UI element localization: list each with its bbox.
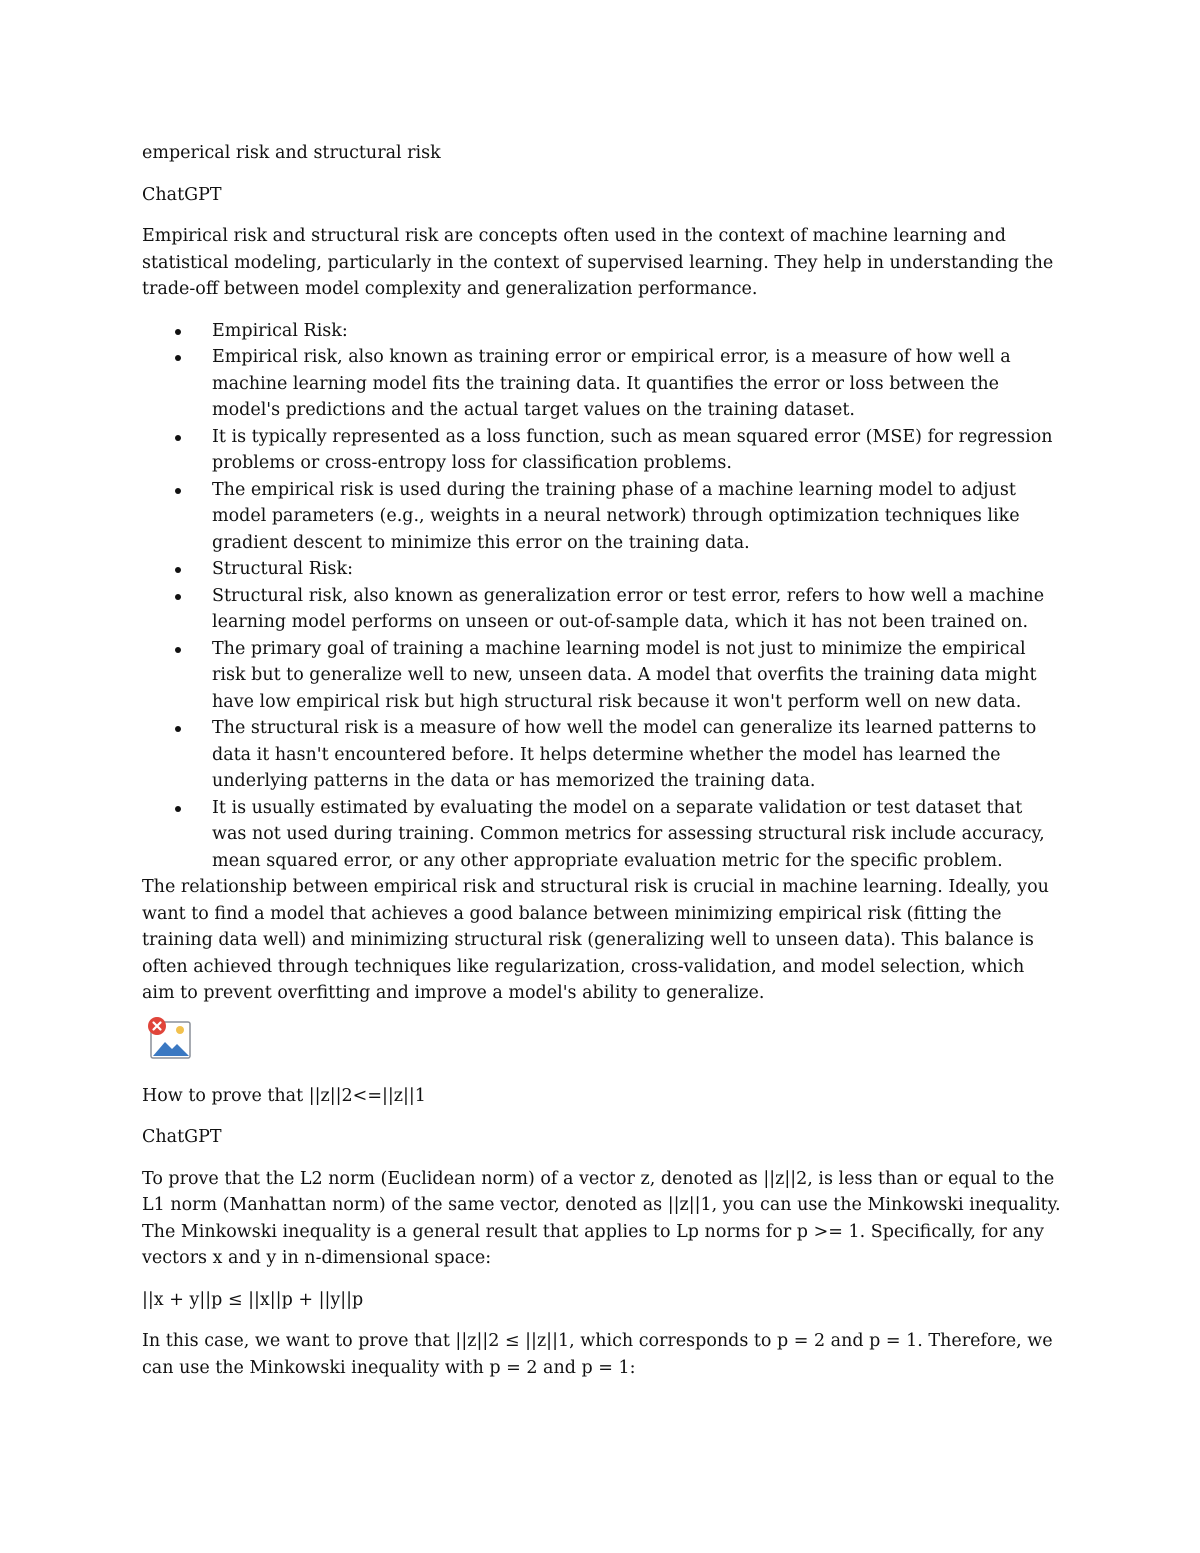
broken-image-icon — [146, 1015, 192, 1061]
assistant-label-2: ChatGPT — [142, 1127, 222, 1147]
assistant-label-1: ChatGPT — [142, 184, 222, 205]
list-item — [142, 424, 1062, 477]
final-paragraph: In this case, we want to prove that ||z||2 ≤ ||z||1, which corresponds to p = 2 and p = 1. Therefore, we can use the Minkowski inequality with p = 2 and p = 1: — [142, 1331, 1053, 1378]
list-item-text: Structural risk, also known as generalization error or test error, refers to how well a machine learning model performs on unseen or out-of-sample data, which it has not been trained on. — [212, 585, 1045, 632]
list-item-text: It is usually estimated by evaluating the model on a separate validation or test dataset that was not used during training. Common metrics for assessing structural risk include accuracy, mean squared error, or any other appropriate evaluation metric for the specific problem. — [212, 797, 1045, 871]
bullet-dot-icon — [175, 567, 181, 573]
document-page — [142, 140, 1062, 1396]
list-item — [142, 583, 1062, 636]
list-item — [142, 795, 1062, 875]
bullet-dot-icon — [175, 435, 181, 441]
list-item-text: Structural Risk: — [212, 559, 353, 579]
bullet-dot-icon — [175, 329, 181, 335]
bullet-dot-icon — [175, 647, 181, 653]
bullet-dot-icon — [175, 806, 181, 812]
list-item — [142, 556, 1062, 583]
list-item — [142, 318, 1062, 345]
intro-paragraph: Empirical risk and structural risk are concepts often used in the context of machine learning and statistical modeling, particularly in the context of supervised learning. They help in understanding the trade-off between model complexity and generalization performance. — [142, 226, 1054, 299]
list-item-text: The primary goal of training a machine learning model is not just to minimize the empirical risk but to generalize well to new, unseen data. A model that overfits the training data might have low empirical risk but high structural risk because it won't perform well on new data. — [212, 638, 1037, 712]
list-item-text: The empirical risk is used during the training phase of a machine learning model to adjust model parameters (e.g., weights in a neural network) through optimization techniques like gradient descent to minimize this error on the training data. — [212, 479, 1020, 553]
bullet-dot-icon — [175, 488, 181, 494]
list-item — [142, 477, 1062, 557]
user-query-1: emperical risk and structural risk — [142, 143, 441, 163]
user-query-2: How to prove that ||z||2<=||z||1 — [142, 1085, 426, 1106]
list-item-text: Empirical risk, also known as training error or empirical error, is a measure of how well a machine learning model fits the training data. It quantifies the error or loss between the model's predictions and the actual target values on the training dataset. — [212, 347, 1011, 420]
list-item-text: Empirical Risk: — [212, 320, 348, 341]
list-item-text: It is typically represented as a loss function, such as mean squared error (MSE) for regression problems or cross-entropy loss for classification problems. — [212, 426, 1053, 473]
minkowski-formula: ||x + y||p ≤ ||x||p + ||y||p — [142, 1289, 364, 1310]
bullet-dot-icon — [175, 726, 181, 732]
relationship-paragraph: The relationship between empirical risk and structural risk is crucial in machine learning. Ideally, you want to find a model that achieves a good balance between minimizing empirical risk (fitting the training data well) and minimizing structural risk (generalizing well to unseen data). This balance is often achieved through techniques like regularization, cross-validation, and model selection, which aim to prevent overfitting and improve a model's ability to generalize. — [142, 877, 1049, 1003]
bullet-dot-icon — [175, 594, 181, 600]
list-item — [142, 344, 1062, 424]
bullet-list — [142, 318, 1062, 875]
list-item — [142, 636, 1062, 716]
bullet-dot-icon — [175, 355, 181, 361]
list-item-text: The structural risk is a measure of how well the model can generalize its learned patterns to data it hasn't encountered before. It helps determine whether the model has learned the underlying patterns in the data or has memorized the training data. — [212, 718, 1037, 791]
list-item — [142, 715, 1062, 795]
proof-paragraph: To prove that the L2 norm (Euclidean norm) of a vector z, denoted as ||z||2, is less than or equal to the L1 norm (Manhattan norm) of the same vector, denoted as ||z||1, you can use the Minkowski inequality. The Minkowski inequality is a general result that applies to Lp norms for p >= 1. Specifically, for any vectors x and y in n-dimensional space: — [142, 1168, 1061, 1268]
